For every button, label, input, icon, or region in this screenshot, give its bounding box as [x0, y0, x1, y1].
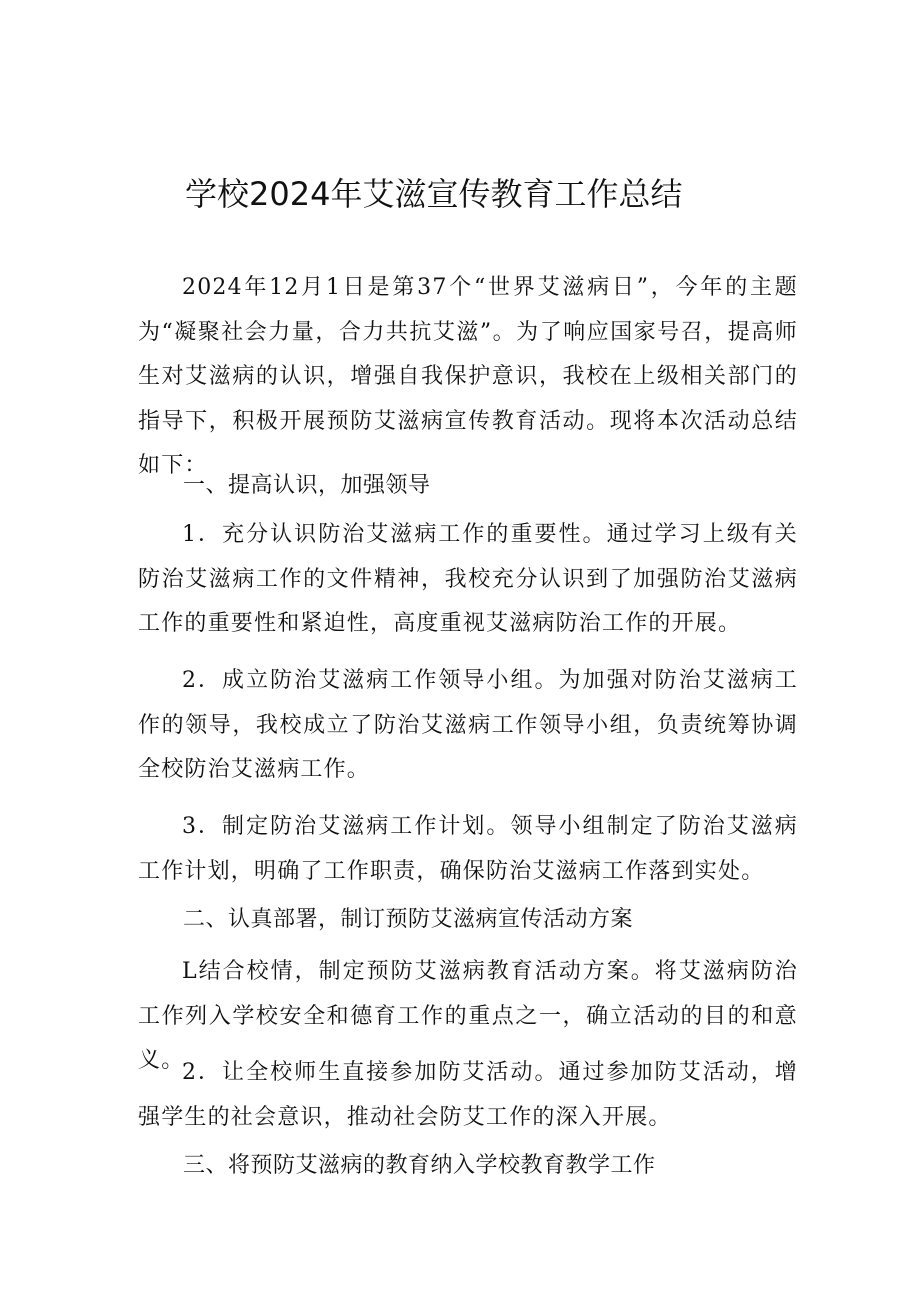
section1-heading: 一、提高认识，加强领导: [183, 473, 431, 498]
section1-item-1: 1．充分认识防治艾滋病工作的重要性。通过学习上级有关防治艾滋病工作的文件精神，我校充分认识到了加强防治艾滋病工作的重要性和紧迫性，高度重视艾滋病防治工作的开展。: [138, 522, 798, 636]
section3-heading: 三、将预防艾滋病的教育纳入学校教育教学工作: [183, 1153, 656, 1178]
intro-paragraph: 2024年12月1日是第37个“世界艾滋病日”，今年的主题为“凝聚社会力量，合力共抗艾滋”。为了响应国家号召，提高师生对艾滋病的认识，增强自我保护意识，我校在上级相关部门的指导下，积极开展预防艾滋病宣传教育活动。现将本次活动总结如下：: [138, 275, 798, 478]
section2-item-2: 2．让全校师生直接参加防艾活动。通过参加防艾活动，增强学生的社会意识，推动社会防艾工作的深入开展。: [138, 1060, 798, 1130]
section1-item-2: 2．成立防治艾滋病工作领导小组。为加强对防治艾滋病工作的领导，我校成立了防治艾滋病工作领导小组，负责统筹协调全校防治艾滋病工作。: [138, 668, 798, 782]
document-title: 学校2024年艾滋宣传教育工作总结: [185, 175, 683, 213]
section1-item-3: 3．制定防治艾滋病工作计划。领导小组制定了防治艾滋病工作计划，明确了工作职责，确保防治艾滋病工作落到实处。: [138, 814, 798, 884]
section2-item-1: L结合校情，制定预防艾滋病教育活动方案。将艾滋病防治工作列入学校安全和德育工作的重点之一，确立活动的目的和意义。: [138, 959, 798, 1073]
section2-heading: 二、认真部署，制订预防艾滋病宣传活动方案: [183, 907, 634, 932]
